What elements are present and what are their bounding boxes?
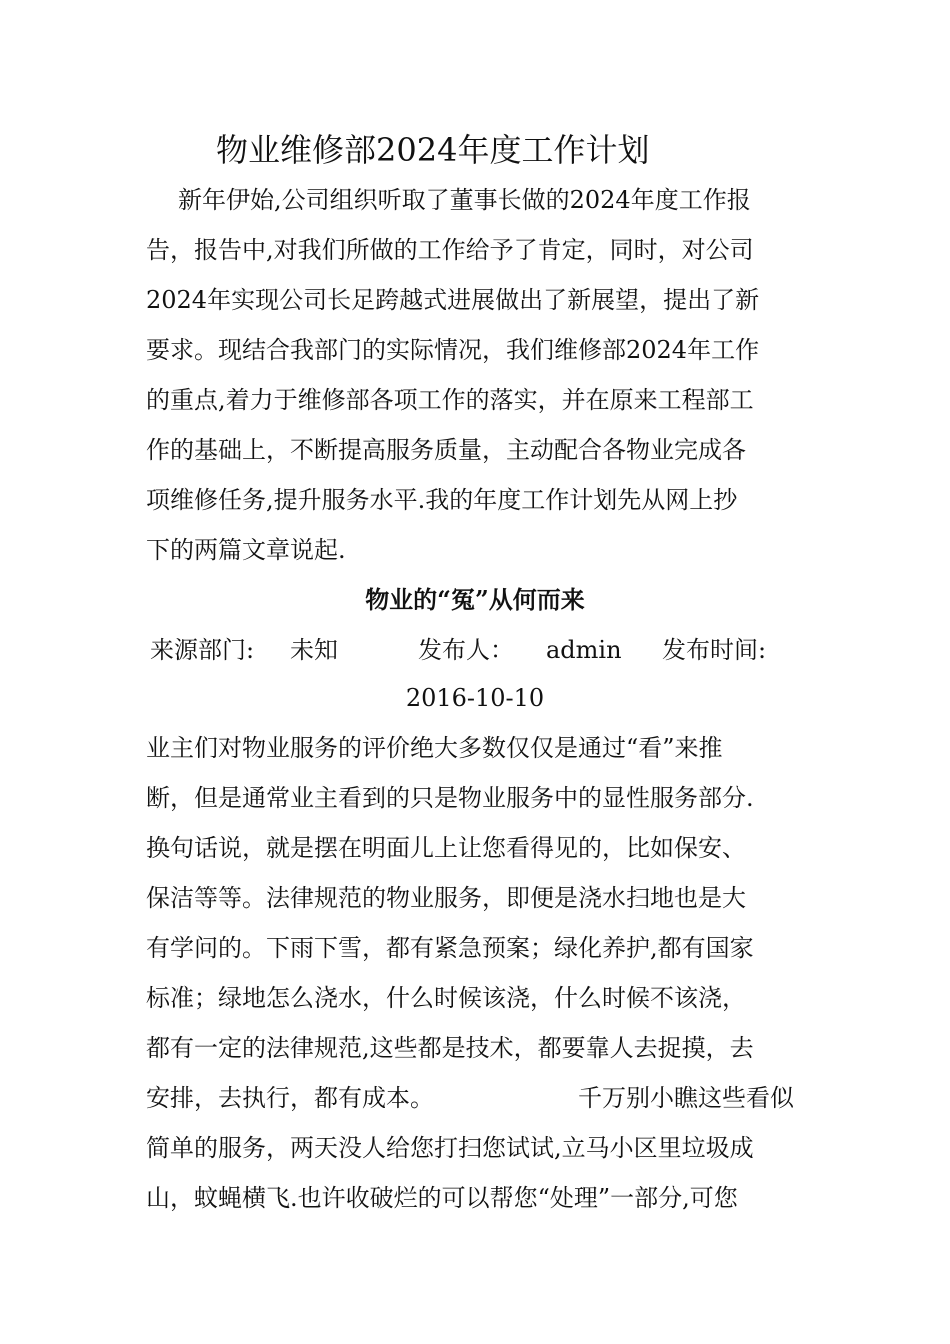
publish-date: 2016-10-10: [405, 684, 545, 712]
intro-line: 要求。现结合我部门的实际情况，我们维修部2024年工作: [146, 336, 760, 364]
article-line: 换句话说，就是摆在明面儿上让您看得见的，比如保安、: [146, 834, 746, 862]
intro-line: 的重点,着力于维修部各项工作的落实，并在原来工程部工: [146, 386, 754, 414]
intro-line: 新年伊始,公司组织听取了董事长做的2024年度工作报: [178, 186, 751, 214]
article-line: 千万别小瞧这些看似: [578, 1084, 794, 1112]
intro-line: 项维修任务,提升服务水平.我的年度工作计划先从网上抄: [146, 486, 738, 514]
article-title: 物业的“冤”从何而来: [365, 585, 585, 614]
intro-line: 告，报告中,对我们所做的工作给予了肯定，同时，对公司: [146, 236, 754, 264]
publisher-value: admin: [546, 636, 622, 664]
source-label: 来源部门:: [150, 636, 255, 664]
article-line: 保洁等等。法律规范的物业服务，即便是浇水扫地也是大: [146, 884, 746, 912]
publish-time-label: 发布时间:: [662, 636, 767, 664]
publisher-label: 发布人：: [418, 636, 514, 664]
source-value: 未知: [290, 636, 338, 664]
article-line: 都有一定的法律规范,这些都是技术，都要靠人去捉摸，去: [146, 1034, 754, 1062]
article-line: 简单的服务，两天没人给您打扫您试试,立马小区里垃圾成: [146, 1134, 754, 1162]
intro-line: 作的基础上，不断提高服务质量，主动配合各物业完成各: [146, 436, 746, 464]
intro-line: 下的两篇文章说起.: [146, 536, 346, 564]
article-line: 有学问的。下雨下雪，都有紧急预案；绿化养护,都有国家: [146, 934, 754, 962]
article-line: 断，但是通常业主看到的只是物业服务中的显性服务部分.: [146, 784, 754, 812]
article-line: 业主们对物业服务的评价绝大多数仅仅是通过“看”来推: [146, 734, 723, 762]
article-line: 安排，去执行，都有成本。: [146, 1084, 434, 1112]
intro-line: 2024年实现公司长足跨越式进展做出了新展望，提出了新: [146, 286, 760, 314]
article-line: 标准；绿地怎么浇水，什么时候该浇，什么时候不该浇，: [146, 984, 746, 1012]
document-title: 物业维修部2024年度工作计划: [216, 131, 650, 169]
article-line: 山，蚊蝇横飞.也许收破烂的可以帮您“处理”一部分,可您: [146, 1184, 738, 1212]
